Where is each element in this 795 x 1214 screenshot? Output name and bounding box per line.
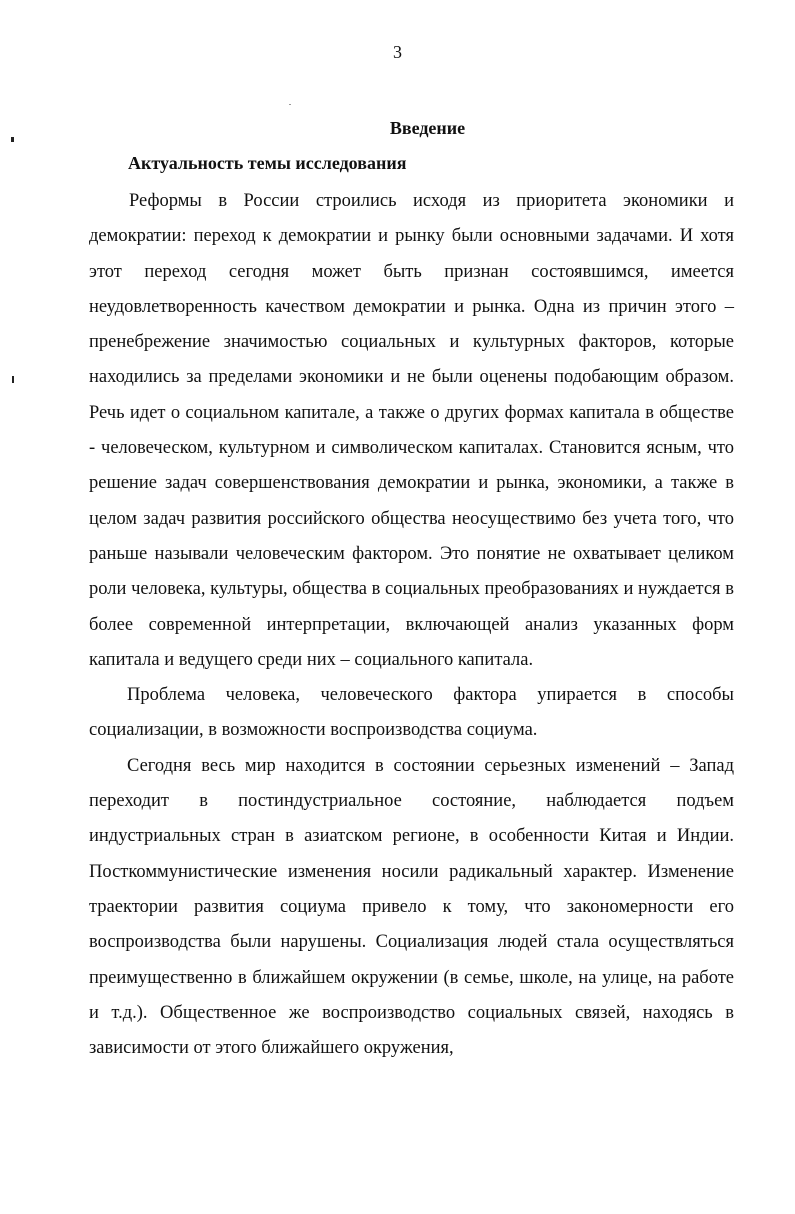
paragraph-3: Сегодня весь мир находится в состоянии серьезных изменений – Запад переходит в постиндустриальное состояние, наблюдается подъем индустриальных стран в азиатском регионе, в особенности Китая и Индии. Посткоммунистические изменения носили радикальный характер. Изменение траектории развития социума привело к тому, что закономерности его воспроизводства были нарушены. Социализация людей стала осуществляться преимущественно в ближайшем окружении (в семье, школе, на улице, на работе и т.д.). Общественное же воспроизводство социальных связей, находясь в зависимости от этого ближайшего окружения, bbox=[89, 755, 734, 1059]
page-number: 3 bbox=[393, 42, 402, 62]
body-text bbox=[89, 184, 734, 1066]
paragraph-2: Проблема человека, человеческого фактора упирается в способы социализации, в возможности воспроизводства социума. bbox=[89, 685, 734, 741]
subsection-heading: Актуальность темы исследования bbox=[128, 153, 407, 173]
section-heading: Введение bbox=[389, 118, 466, 138]
scan-artifact bbox=[12, 376, 14, 383]
paragraph-1: Реформы в России строились исходя из приоритета экономики и демократии: переход к демократии и рынку были основными задачами. И хотя этот переход сегодня может быть признан состоявшимся, имеется неудовлетворенность качеством демократии и рынка. Одна из причин этого – пренебрежение значимостью социальных и культурных факторов, которые находились за пределами экономики и не были оценены подобающим образом. Речь идет о социальном капитале, а также о других формах капитала в обществе - человеческом, культурном и символическом капиталах. Становится ясным, что решение задач совершенствования демократии и рынка, экономики, а также в целом задач развития российского общества неосуществимо без учета того, что раньше называли человеческим фактором. Это понятие не охватывает целиком роли человека, культуры, общества в социальных преобразованиях и нуждается в более современной интерпретации, включающей анализ указанных форм капитала и ведущего среди них – социального капитала. bbox=[89, 191, 734, 670]
scan-artifact bbox=[289, 104, 291, 105]
